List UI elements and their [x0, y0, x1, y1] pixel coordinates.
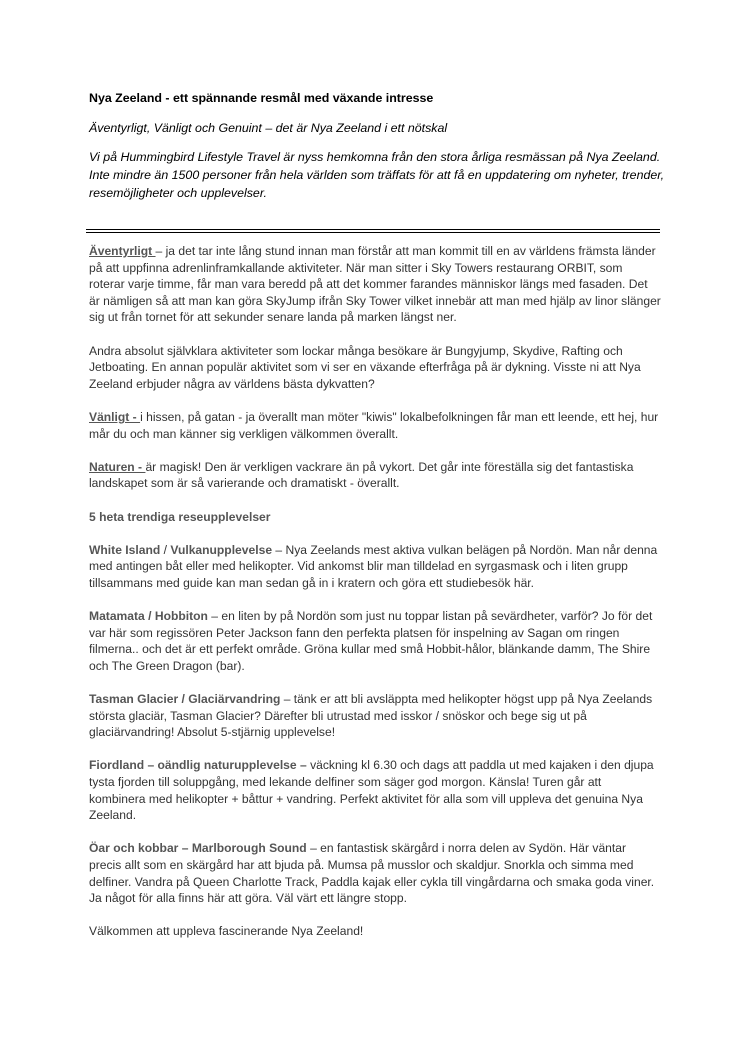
trend-text: – Nya Zeelands mest aktiva vulkan belägen på Nordön. Man når denna med antingen båt eller med helikopter. Vid ankomst blir man tilldelad en syrgasmask och i liten grupp tillsammans med guide kan man sedan gå in i kratern och göra ett studiebesök här.: [89, 542, 658, 590]
document-title: Nya Zeeland - ett spännande resmål med växande intresse: [89, 91, 434, 105]
paragraph-vanligt: [89, 409, 661, 442]
trend-item: [89, 542, 661, 592]
divider-line-bottom: [86, 232, 660, 233]
closing-line: Välkommen att uppleva fascinerande Nya Zeeland!: [89, 924, 364, 939]
trend-separator: /: [160, 542, 171, 557]
label-naturen: Naturen -: [89, 459, 146, 474]
trend-item: [89, 691, 661, 741]
paragraph-naturen: [89, 459, 661, 492]
trend-item: [89, 757, 661, 823]
label-vanligt: Vänligt -: [89, 409, 141, 424]
trend-text: väckning kl 6.30 och dags att paddla ut med kajaken i den djupa tysta fjorden till soluppgång, med lekande delfiner som säger god morgon. Känsla! Turen går att kombinera med helikopter + båttur + vandring. Perfekt aktivitet för alla som vill uppleva det genuina Nya Zeeland.: [89, 758, 654, 823]
divider-line-top: [86, 229, 660, 230]
trend-text: – tänk er att bli avsläppta med helikopter högst upp på Nya Zeelands största glaciär, Tasman Glacier? Därefter bli utrustad med isskor / snöskor och bege sig ut på glaciärvandring! Absolut 5-stjärnig upplevelse!: [89, 692, 653, 740]
trends-heading: 5 heta trendiga reseupplevelser: [89, 509, 271, 524]
trend-name-a: White Island: [89, 542, 161, 557]
trend-name: Öar och kobbar – Marlborough Sound: [89, 841, 307, 856]
text-naturen: är magisk! Den är verkligen vackrare än på vykort. Det går inte föreställa sig det fantastiska landskapet som är så varierande och dramatiskt - överallt.: [89, 459, 634, 491]
trend-text: – en liten by på Nordön som just nu toppar listan på sevärdheter, varför? Jo för det var här som regissören Peter Jackson fann den perfekta platsen för inspelning av Sagan om ringen filmerna.. och det är ett perfekt område. Gröna kullar med små Hobbit-hålor, blänkande damm, The Shire och The Green Dragon (bar).: [89, 609, 653, 673]
lead-paragraph: Vi på Hummingbird Lifestyle Travel är nyss hemkomna från den stora årliga resmässan på Nya Zeeland. Inte mindre än 1500 personer från hela världen som träffats för att få en uppdatering om nyheter, trender, resemöjligheter och upplevelser.: [89, 150, 665, 200]
document-body: [89, 243, 661, 940]
document-subtitle: Äventyrligt, Vänligt och Genuint – det är Nya Zeeland i ett nötskal: [89, 121, 448, 135]
text-vanligt: i hissen, på gatan - ja överallt man möter "kiwis" lokalbefolkningen får man ett leende, ett hej, hur mår du och man känner sig verkligen välkommen överallt.: [89, 409, 659, 441]
trend-text: – en fantastisk skärgård i norra delen av Sydön. Här väntar precis allt som en skärgård har att bjuda på. Mumsa på musslor och skaldjur. Snorkla och simma med delfiner. Vandra på Queen Charlotte Track, Paddla kajak eller cykla till vingårdarna och smaka goda viner. Ja något för alla finns här att göra. Väl värt ett längre stopp.: [89, 841, 655, 906]
trend-name-b: Vulkanupplevelse: [170, 542, 273, 557]
trend-name: Tasman Glacier / Glaciärvandring: [89, 692, 281, 707]
trend-item: [89, 840, 661, 906]
paragraph-andra: Andra absolut självklara aktiviteter som lockar många besökare är Bungyjump, Skydive, Rafting och Jetboating. En annan populär aktivitet som vi ser en växande efterfråga på är dykning. Visste ni att Nya Zeeland erbjuder några av världens bästa dykvatten?: [89, 343, 641, 391]
trend-item: [89, 608, 661, 674]
text-aventyrligt: – ja det tar inte lång stund innan man förstår att man kommit till en av världens främsta länder på att uppfinna adrenlinframkallande aktiviteter. När man sitter i Sky Towers restaurang ORBIT, som roterar varje timme, får man vara beredd på att det kommer farandes människor längs med fasaden. Det är nämligen så att man kan göra SkyJump ifrån Sky Tower vilket innebär att man med hjälp av linor slänger sig ut från tornet för att sekunder senare landa på marken längst ner.: [89, 244, 661, 325]
trend-name: Matamata / Hobbiton: [89, 609, 208, 624]
trend-name: Fiordland – oändlig naturupplevelse –: [89, 758, 307, 773]
paragraph-aventyrligt: [89, 243, 661, 326]
label-aventyrligt: Äventyrligt: [89, 244, 156, 258]
